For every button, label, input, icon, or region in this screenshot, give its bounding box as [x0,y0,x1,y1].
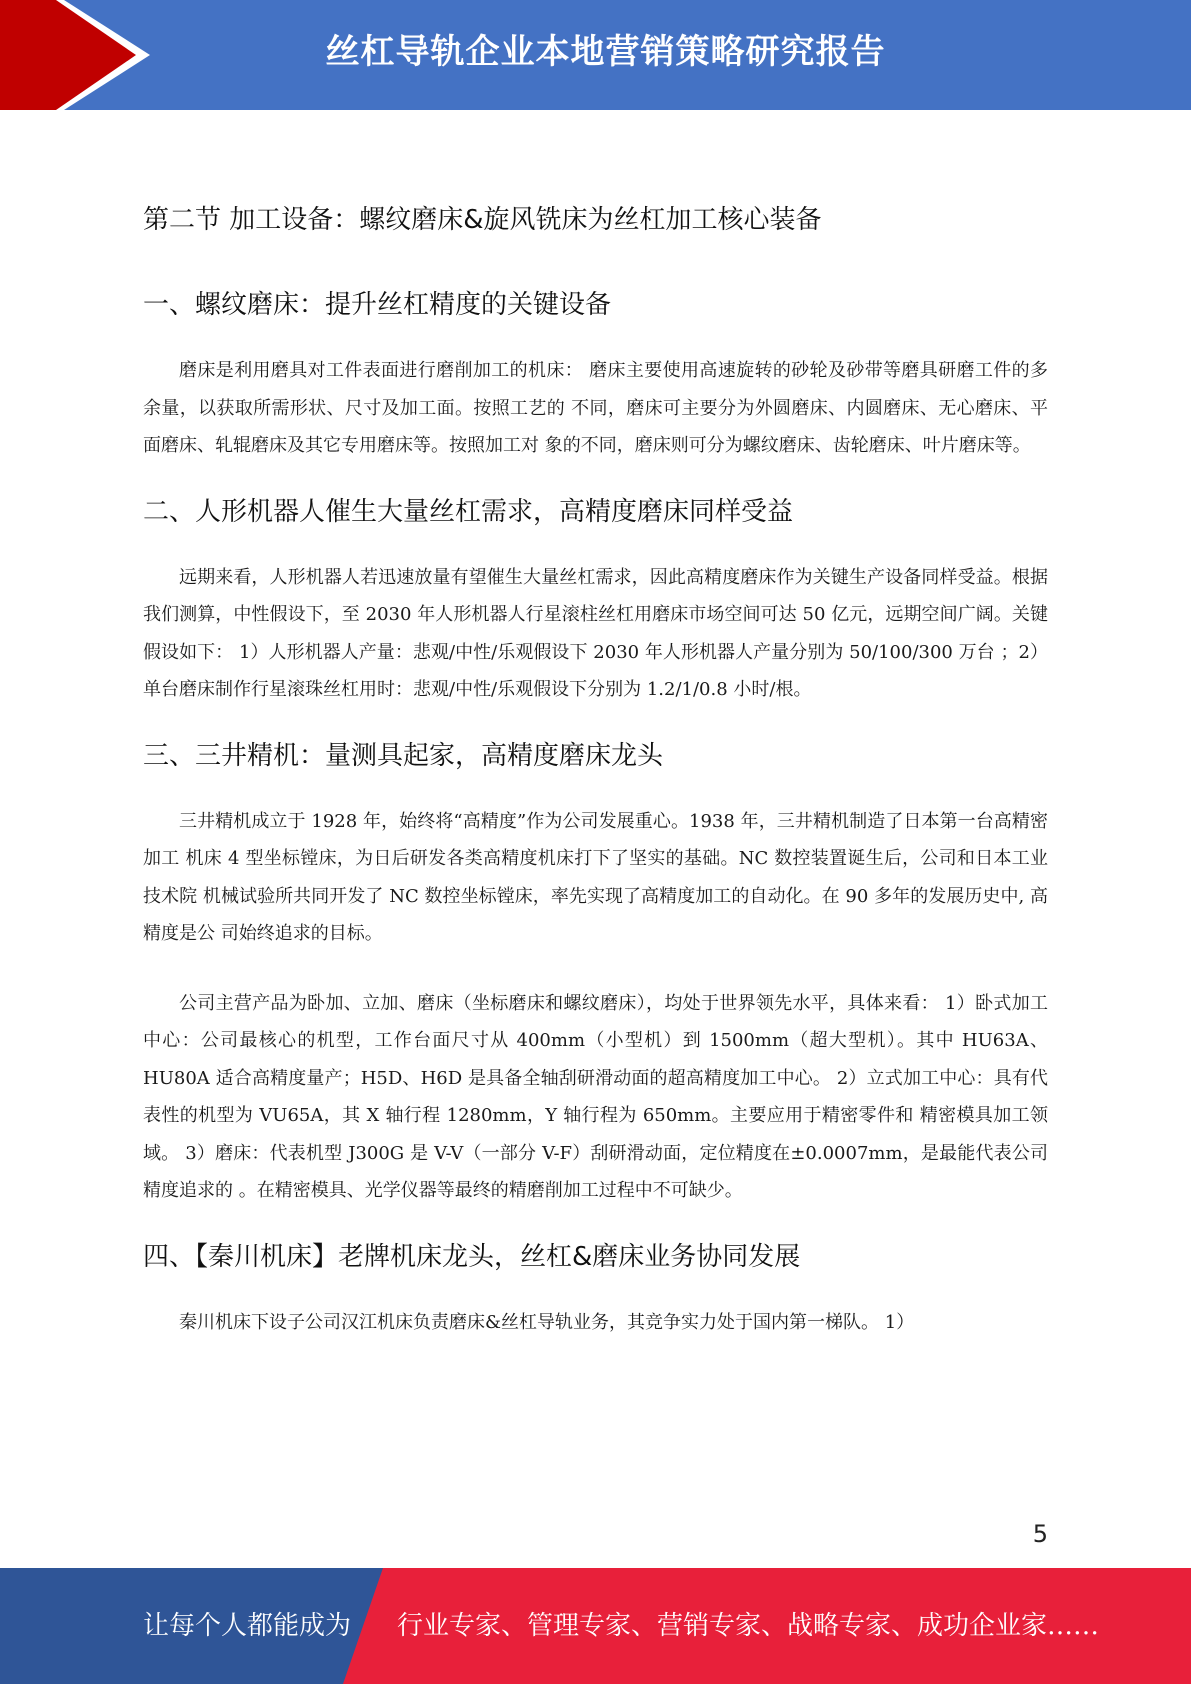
subsection-2-paragraph: 远期来看，人形机器人若迅速放量有望催生大量丝杠需求，因此高精度磨床作为关键生产设备同样受益。根据我们测算，中性假设下，至 2030 年人形机器人行星滚柱丝杠用磨床市场空间可达 50 亿元，远期空间广阔。关键假设如下： 1）人形机器人产量：悲观/中性/乐观假设下 2030 年人形机器人产量分别为 50/100/300 万台 ；2）单台磨床制作行星滚珠丝杠用时：悲观/中性/乐观假设下分别为 1.2/1/0.8 小时/根。 [143,566,1048,700]
main-content [143,190,1048,1341]
subsection-4-title: 四、【秦川机床】老牌机床龙头，丝杠&磨床业务协同发展 [143,1241,801,1272]
page-number: 5 [1032,1520,1048,1548]
subsection-2-title: 二、人形机器人催生大量丝杠需求，高精度磨床同样受益 [143,496,794,527]
subsection-3-paragraph-1: 三井精机成立于 1928 年，始终将“高精度”作为公司发展重心。1938 年，三井精机制造了日本第一台高精密加工 机床 4 型坐标镗床，为日后研发各类高精度机床打下了坚实的基础。NC 数控装置诞生后，公司和日本工业技术院 机械试验所共同开发了 NC 数控坐标镗床，率先实现了高精度加工的自动化。在 90 多年的发展历史中, 高精度是公 司始终追求的目标。 [143,810,1048,944]
section-title: 第二节 加工设备：螺纹磨床&旋风铣床为丝杠加工核心装备 [143,205,822,235]
report-title: 丝杠导轨企业本地营销策略研究报告 [325,32,886,72]
page-footer [0,1568,1191,1684]
page-header [0,0,1191,110]
subsection-4-paragraph: 秦川机床下设子公司汉江机床负责磨床&丝杠导轨业务，其竞争实力处于国内第一梯队。 1） [179,1311,915,1333]
subsection-3-title: 三、三井精机：量测具起家，高精度磨床龙头 [143,740,664,771]
subsection-3-paragraph-2: 公司主营产品为卧加、立加、磨床（坐标磨床和螺纹磨床），均处于世界领先水平，具体来看： 1）卧式加工中心：公司最核心的机型，工作台面尺寸从 400mm（小型机）到 1500mm（超大型机）。其中 HU63A、 HU80A 适合高精度量产；H5D、H6D 是具备全轴刮研滑动面的超高精度加工中心。 2）立式加工中心：具有代表性的机型为 VU65A，其 X 轴行程 1280mm，Y 轴行程为 650mm。主要应用于精密零件和 精密模具加工领域。 3）磨床：代表机型 J300G 是 V-V（一部分 V-F）刮研滑动面，定位精度在±0.0007mm，是最能代表公司精度追求的 。在精密模具、光学仪器等最终的精磨削加工过程中不可缺少。 [143,992,1048,1201]
footer-slogan-right: 行业专家、管理专家、营销专家、战略专家、成功企业家…… [397,1611,1100,1641]
footer-slogan-left: 让每个人都能成为 [143,1611,352,1641]
subsection-1-title: 一、螺纹磨床：提升丝杠精度的关键设备 [143,290,612,320]
subsection-1-paragraph: 磨床是利用磨具对工件表面进行磨削加工的机床： 磨床主要使用高速旋转的砂轮及砂带等磨具研磨工件的多余量，以获取所需形状、尺寸及加工面。按照工艺的 不同，磨床可主要分为外圆磨床、内圆磨床、无心磨床、平面磨床、轧辊磨床及其它专用磨床等。按照加工对 象的不同，磨床则可分为螺纹磨床、齿轮磨床、叶片磨床等。 [143,360,1048,456]
